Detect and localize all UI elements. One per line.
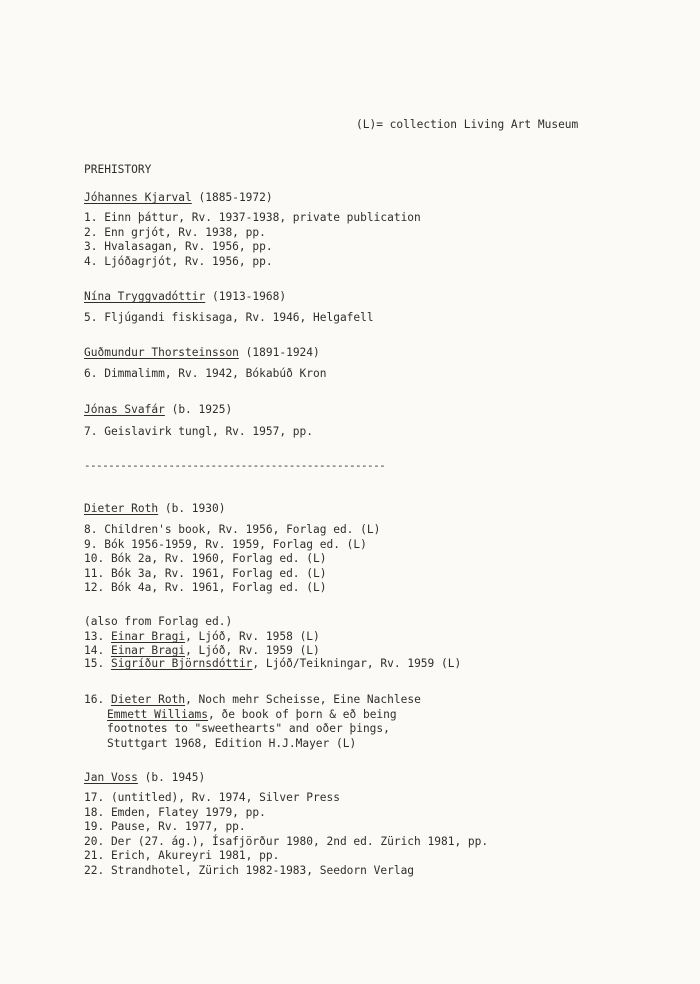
list-item: 4. Ljóðagrjót, Rv. 1956, pp.	[84, 254, 273, 268]
item-number: 14.	[84, 644, 105, 657]
list-item: 6. Dimmalimm, Rv. 1942, Bókabúð Kron	[84, 367, 327, 380]
author-name: Dieter Roth	[110, 693, 186, 706]
tryggvadottir-list	[84, 311, 374, 326]
artist-heading-voss	[84, 771, 205, 785]
author-name: Einar Bragi	[110, 630, 186, 643]
roth-list	[84, 523, 380, 596]
list-item: 8. Children's book, Rv. 1956, Forlag ed. (L)	[84, 523, 381, 536]
voss-list	[84, 791, 488, 879]
list-item: 21. Erich, Akureyri 1981, pp.	[84, 849, 280, 863]
forlag-item-13	[84, 630, 320, 644]
item-16-line-4: Stuttgart 1968, Edition H.J.Mayer (L)	[107, 737, 357, 750]
section-heading-prehistory: PREHISTORY	[84, 163, 152, 176]
artist-name: Guðmundur Thorsteinsson	[84, 346, 239, 359]
artist-name: Jónas Svafár	[84, 403, 165, 416]
artist-heading-kjarval	[84, 191, 273, 205]
item-16-line-2	[107, 708, 397, 722]
forlag-intro: (also from Forlag ed.)	[84, 615, 233, 628]
list-item: 17. (untitled), Rv. 1974, Silver Press	[84, 791, 340, 804]
thorsteinsson-list	[84, 367, 326, 382]
artist-dates: (1913-1968)	[212, 290, 287, 303]
item-16-line-3: footnotes to "sweethearts" and oðer þings,	[107, 722, 390, 735]
artist-dates: (1885-1972)	[198, 191, 273, 204]
kjarval-list	[84, 211, 421, 269]
artist-dates: (1891-1924)	[245, 346, 320, 359]
list-item: 2. Enn grjót, Rv. 1938, pp.	[84, 225, 266, 239]
item-detail: , Ljóð, Rv. 1958 (L)	[185, 630, 320, 643]
artist-dates: (b. 1925)	[171, 403, 233, 416]
forlag-item-14	[84, 644, 320, 658]
item-number: 13.	[84, 630, 105, 643]
legend-note: (L)= collection Living Art Museum	[356, 118, 579, 131]
artist-name: Jan Voss	[84, 771, 138, 784]
artist-dates: (b. 1930)	[164, 502, 226, 515]
list-item: 9. Bók 1956-1959, Rv. 1959, Forlag ed. (L)	[84, 537, 367, 551]
list-item: 1. Einn þáttur, Rv. 1937-1938, private publication	[84, 211, 421, 224]
item-16-line-1	[84, 693, 421, 707]
artist-name: Jóhannes Kjarval	[84, 191, 192, 204]
list-item: 7. Geislavirk tungl, Rv. 1957, pp.	[84, 425, 314, 438]
item-detail: , Ljóð/Teikningar, Rv. 1959 (L)	[252, 657, 462, 670]
item-number: 16.	[84, 693, 105, 706]
artist-heading-roth	[84, 502, 225, 516]
list-item: 19. Pause, Rv. 1977, pp.	[84, 820, 246, 834]
list-item: 11. Bók 3a, Rv. 1961, Forlag ed. (L)	[84, 566, 327, 580]
list-item: 22. Strandhotel, Zürich 1982-1983, Seedorn Verlag	[84, 863, 415, 877]
list-item: 5. Fljúgandi fiskisaga, Rv. 1946, Helgafell	[84, 311, 374, 324]
artist-heading-tryggvadottir	[84, 290, 286, 304]
list-item: 12. Bók 4a, Rv. 1961, Forlag ed. (L)	[84, 581, 327, 595]
artist-name: Dieter Roth	[84, 502, 159, 515]
svafar-list	[84, 425, 313, 440]
list-item: 20. Der (27. ág.), Ísafjörður 1980, 2nd ed. Zürich 1981, pp.	[84, 834, 489, 848]
artist-heading-thorsteinsson	[84, 346, 320, 360]
forlag-item-15	[84, 657, 461, 671]
list-item: 18. Emden, Flatey 1979, pp.	[84, 805, 266, 819]
item-detail: , ðe book of þorn & eð being	[208, 708, 397, 721]
list-item: 3. Hvalasagan, Rv. 1956, pp.	[84, 240, 273, 254]
author-name: Sigríður Björnsdóttir	[110, 657, 253, 670]
item-number: 15.	[84, 657, 105, 670]
artist-heading-svafar	[84, 403, 232, 417]
list-item: 10. Bók 2a, Rv. 1960, Forlag ed. (L)	[84, 552, 327, 566]
item-detail: , Noch mehr Scheisse, Eine Nachlese	[185, 693, 421, 706]
author-name: Einar Bragi	[110, 644, 186, 657]
artist-dates: (b. 1945)	[144, 771, 206, 784]
section-separator: --------------------------------------------------	[84, 459, 386, 472]
author-name: Emmett Williams	[107, 708, 209, 721]
artist-name: Nína Tryggvadóttir	[84, 290, 206, 303]
item-detail: , Ljóð, Rv. 1959 (L)	[185, 644, 320, 657]
